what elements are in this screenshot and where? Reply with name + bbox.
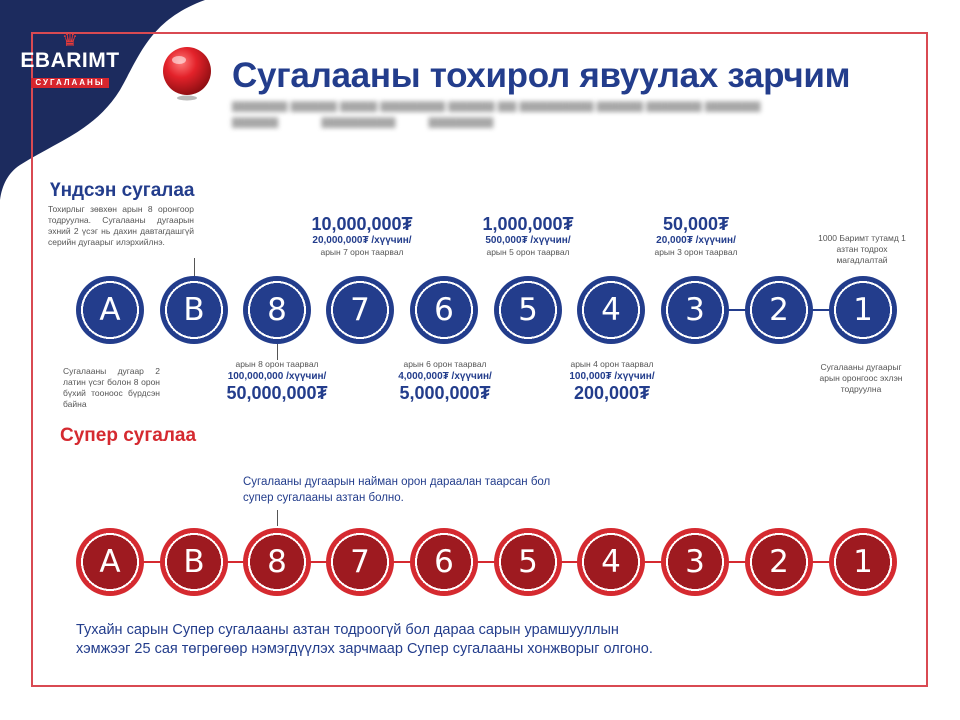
prize-condition: арын 8 орон таарвал bbox=[235, 359, 319, 369]
blurred-subtitle: ▆▆▆▆▆▆ ▆▆▆▆▆ ▆▆▆▆ ▆▆▆▆▆▆▆ ▆▆▆▆▆ ▆▆ ▆▆▆▆▆▆▆▆ ▆▆▆▆▆ ▆▆▆▆▆▆ ▆▆▆▆▆▆ ▆▆▆▆▆ ▆▆▆▆▆▆▆▆ ▆▆▆▆▆▆▆ bbox=[232, 98, 761, 128]
super-ball: 7 bbox=[326, 528, 394, 596]
super-ball: 5 bbox=[494, 528, 562, 596]
prize-amount: 10,000,000₮ bbox=[311, 214, 413, 234]
main-ball: 1 bbox=[829, 276, 897, 344]
footer-line: Тухайн сарын Супер сугалааны азтан тодроогүй бол дараа сарын урамшууллын bbox=[76, 622, 619, 638]
note-bottom-left: Сугалааны дугаар 2 латин үсэг болон 8 орон бүхий тооноос бүрдсэн байна bbox=[63, 366, 160, 409]
main-ball: 2 bbox=[745, 276, 813, 344]
prize-top bbox=[297, 214, 427, 258]
main-ball: 5 bbox=[494, 276, 562, 344]
tick-line bbox=[194, 258, 195, 276]
prize-consolation: 100,000₮ /хүүчин/ bbox=[569, 371, 655, 382]
tick-line bbox=[277, 510, 278, 526]
note-top-left: Тохирлыг зөвхөн арын 8 оронгоор тодруулна. Сугалааны дугаарын эхний 2 үсэг нь дахин давтагдашгүй серийн дугаарыг илэрхийлнэ. bbox=[48, 204, 194, 247]
prize-top bbox=[463, 214, 593, 258]
prize-consolation: 100,000,000 /хүүчин/ bbox=[227, 371, 327, 382]
prize-top bbox=[631, 214, 761, 258]
page-title: Сугалааны тохирол явуулах зарчим bbox=[232, 56, 851, 95]
super-ball: 6 bbox=[410, 528, 478, 596]
main-ball: 4 bbox=[577, 276, 645, 344]
prize-condition: арын 5 орон таарвал bbox=[486, 247, 570, 257]
super-note-line: Сугалааны дугаарын найман орон дараалан таарсан бол bbox=[243, 476, 551, 488]
logo-subtitle: СУГАЛААНЫ bbox=[31, 78, 108, 88]
note-bottom-right: Сугалааны дугаарыг арын оронгоос эхлэн тодруулна bbox=[819, 362, 903, 394]
super-section-title: Супер сугалаа bbox=[60, 425, 197, 446]
tick-line bbox=[277, 344, 278, 360]
super-ball: 1 bbox=[829, 528, 897, 596]
prize-consolation: 4,000,000₮ /хүүчин/ bbox=[398, 371, 492, 382]
super-ball: 4 bbox=[577, 528, 645, 596]
lottery-ball-icon bbox=[161, 45, 213, 101]
main-ball: B bbox=[160, 276, 228, 344]
main-section-title: Үндсэн сугалаа bbox=[50, 180, 195, 201]
prize-condition: арын 7 орон таарвал bbox=[320, 247, 404, 257]
prize-bottom bbox=[547, 359, 677, 403]
super-ball: B bbox=[160, 528, 228, 596]
note-top-right: 1000 Баримт тутамд 1 азтан тодрох магадлалтай bbox=[818, 233, 906, 265]
footer-text bbox=[76, 621, 776, 659]
prize-bottom bbox=[212, 359, 342, 403]
prize-amount: 200,000₮ bbox=[573, 383, 651, 403]
prize-bottom bbox=[380, 359, 510, 403]
super-note bbox=[243, 474, 550, 506]
logo-name: EBARIMT bbox=[20, 49, 120, 72]
super-ball: 2 bbox=[745, 528, 813, 596]
prize-amount: 1,000,000₮ bbox=[482, 214, 574, 234]
prize-amount: 50,000₮ bbox=[662, 214, 730, 234]
prize-condition: арын 6 орон таарвал bbox=[403, 359, 487, 369]
prize-condition: арын 3 орон таарвал bbox=[654, 247, 738, 257]
prize-condition: арын 4 орон таарвал bbox=[570, 359, 654, 369]
prize-consolation: 20,000₮ /хүүчин/ bbox=[656, 235, 736, 246]
prize-amount: 50,000,000₮ bbox=[226, 383, 328, 403]
main-ball: 3 bbox=[661, 276, 729, 344]
prize-consolation: 500,000₮ /хүүчин/ bbox=[485, 235, 571, 246]
super-note-line: супер сугалааны азтан болно. bbox=[243, 492, 404, 504]
super-ball: A bbox=[76, 528, 144, 596]
main-ball: 6 bbox=[410, 276, 478, 344]
ebarimt-logo bbox=[20, 30, 120, 90]
crest-icon: ♛ bbox=[61, 30, 79, 50]
footer-line: хэмжээг 25 сая төгрөгөөр нэмэгдүүлэх зарчмаар Супер сугалааны хонжворыг олгоно. bbox=[76, 641, 653, 657]
prize-amount: 5,000,000₮ bbox=[399, 383, 491, 403]
main-ball: A bbox=[76, 276, 144, 344]
super-ball: 3 bbox=[661, 528, 729, 596]
main-ball: 7 bbox=[326, 276, 394, 344]
prize-consolation: 20,000,000₮ /хүүчин/ bbox=[312, 235, 412, 246]
super-ball: 8 bbox=[243, 528, 311, 596]
main-ball: 8 bbox=[243, 276, 311, 344]
